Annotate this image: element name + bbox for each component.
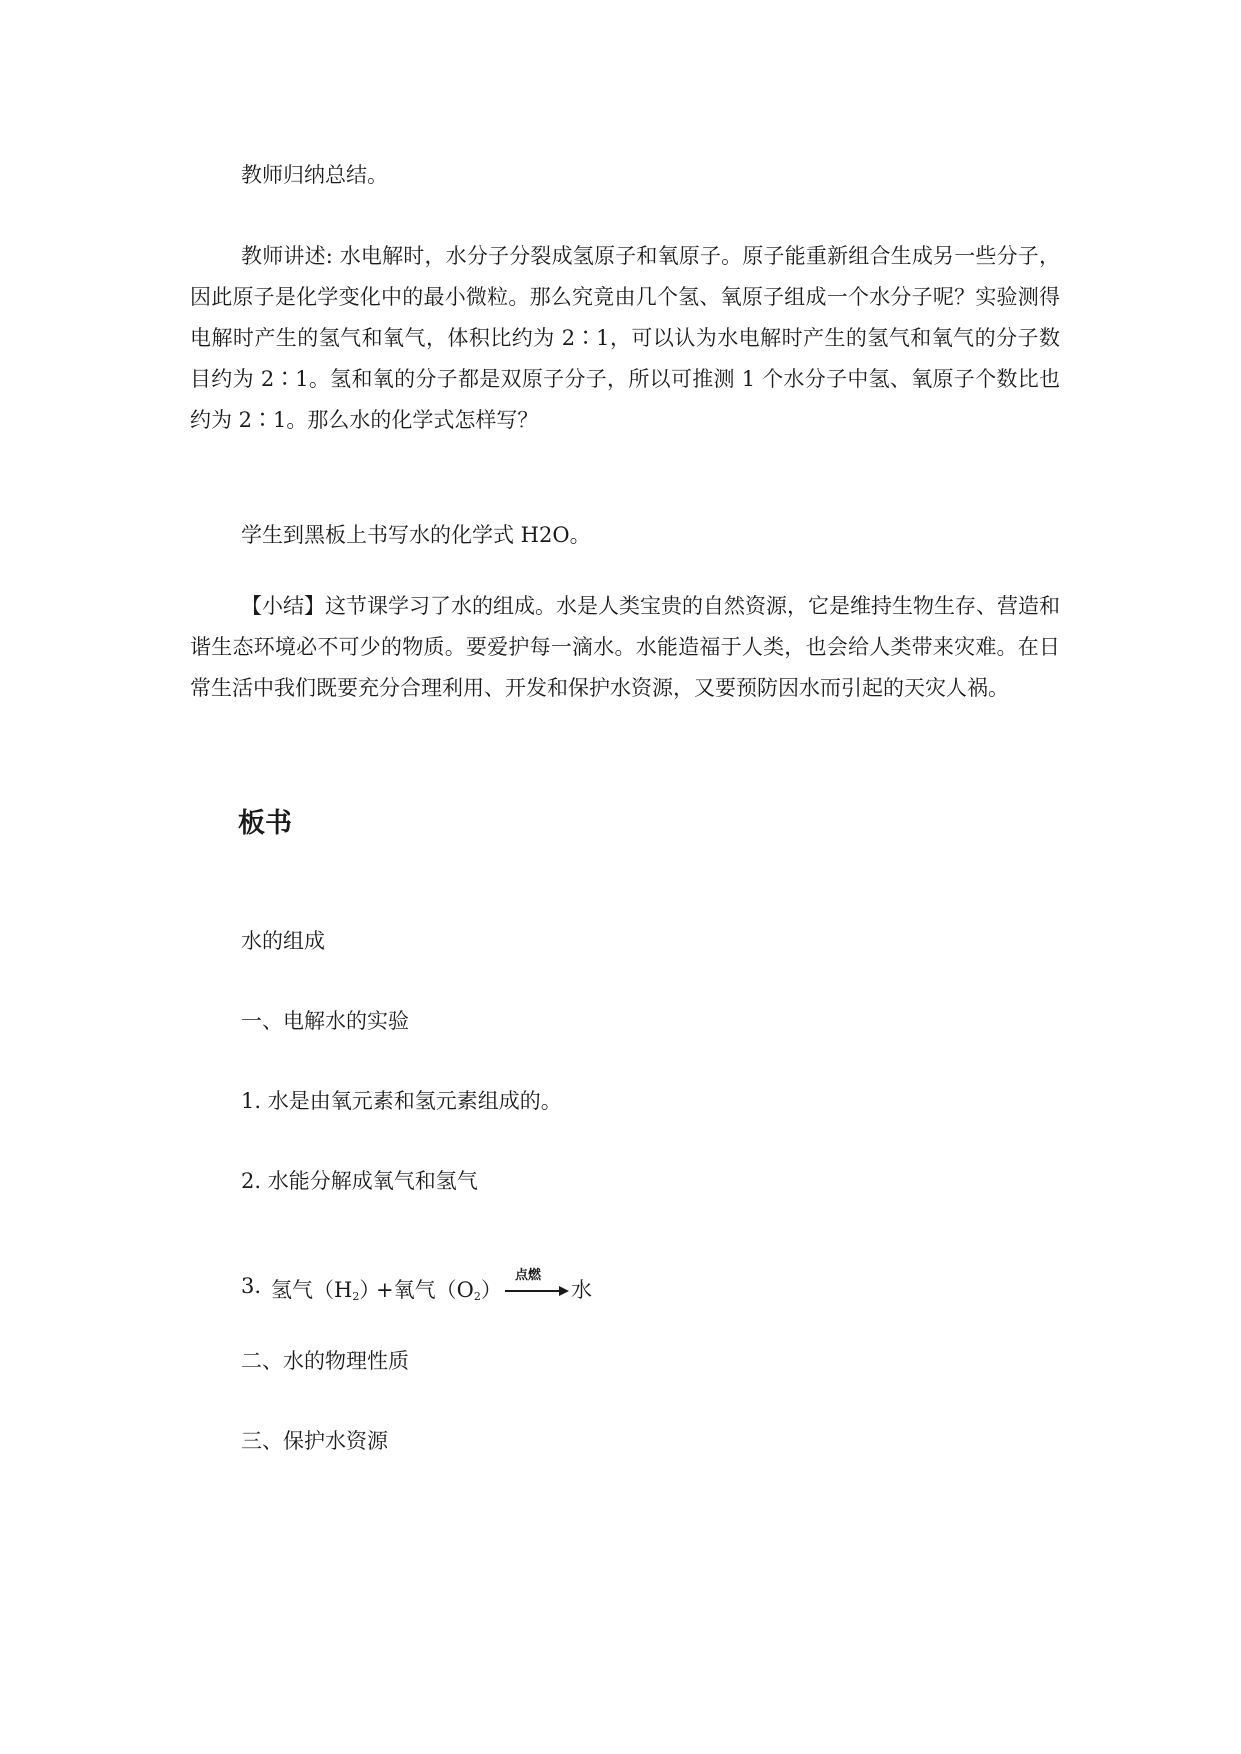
board-title: 水的组成 <box>241 929 325 953</box>
board-section-3: 三、保护水资源 <box>241 1429 388 1453</box>
student-activity-line: 学生到黑板上书写水的化学式 H2O。 <box>241 523 591 547</box>
board-item-1: 1. 水是由氧元素和氢元素组成的。 <box>241 1089 562 1113</box>
hydrogen-subscript: 2 <box>352 1290 360 1303</box>
summary-intro: 教师归纳总结。 <box>241 163 388 187</box>
formula-hydrogen: 氢气$(H_2)$ <box>271 1278 381 1303</box>
board-heading: 板书 <box>238 808 292 839</box>
reaction-arrow-icon <box>505 1285 569 1297</box>
board-section-1: 一、电解水的实验 <box>241 1009 409 1033</box>
reaction-condition-label: 点燃 <box>515 1268 542 1283</box>
formula-oxygen: +氧气$(O_2)$ <box>376 1278 502 1303</box>
formula-product: 水 <box>571 1278 592 1302</box>
lesson-summary-paragraph: 【小结】这节课学习了水的组成。水是人类宝贵的自然资源，它是维持生物生存、营造和谐生态环境必不可少的物质。要爱护每一滴水。水能造福于人类，也会给人类带来灾难。在日常生活中我们既要充分合理利用、开发和保护水资源，又要预防因水而引起的天灾人祸。 <box>190 594 1060 700</box>
formula-number: 3. <box>241 1274 262 1298</box>
oxygen-subscript: 2 <box>473 1290 481 1303</box>
board-item-2: 2. 水能分解成氧气和氢气 <box>241 1169 478 1193</box>
board-section-2: 二、水的物理性质 <box>241 1349 409 1373</box>
teacher-explanation-paragraph: 教师讲述: 水电解时，水分子分裂成氢原子和氧原子。原子能重新组合生成另一些分子，因此原子是化学变化中的最小微粒。那么究竟由几个氢、氧原子组成一个水分子呢？实验测得电解时产生的氢气和氧气，体积比约为 2∶1，可以认为水电解时产生的氢气和氧气的分子数目约为 2∶1。氢和氧的分子都是双原子分子，所以可推测 1 个水分子中氢、氧原子个数比也约为 2∶1。那么水的化学式怎样写？ <box>190 244 1060 432</box>
